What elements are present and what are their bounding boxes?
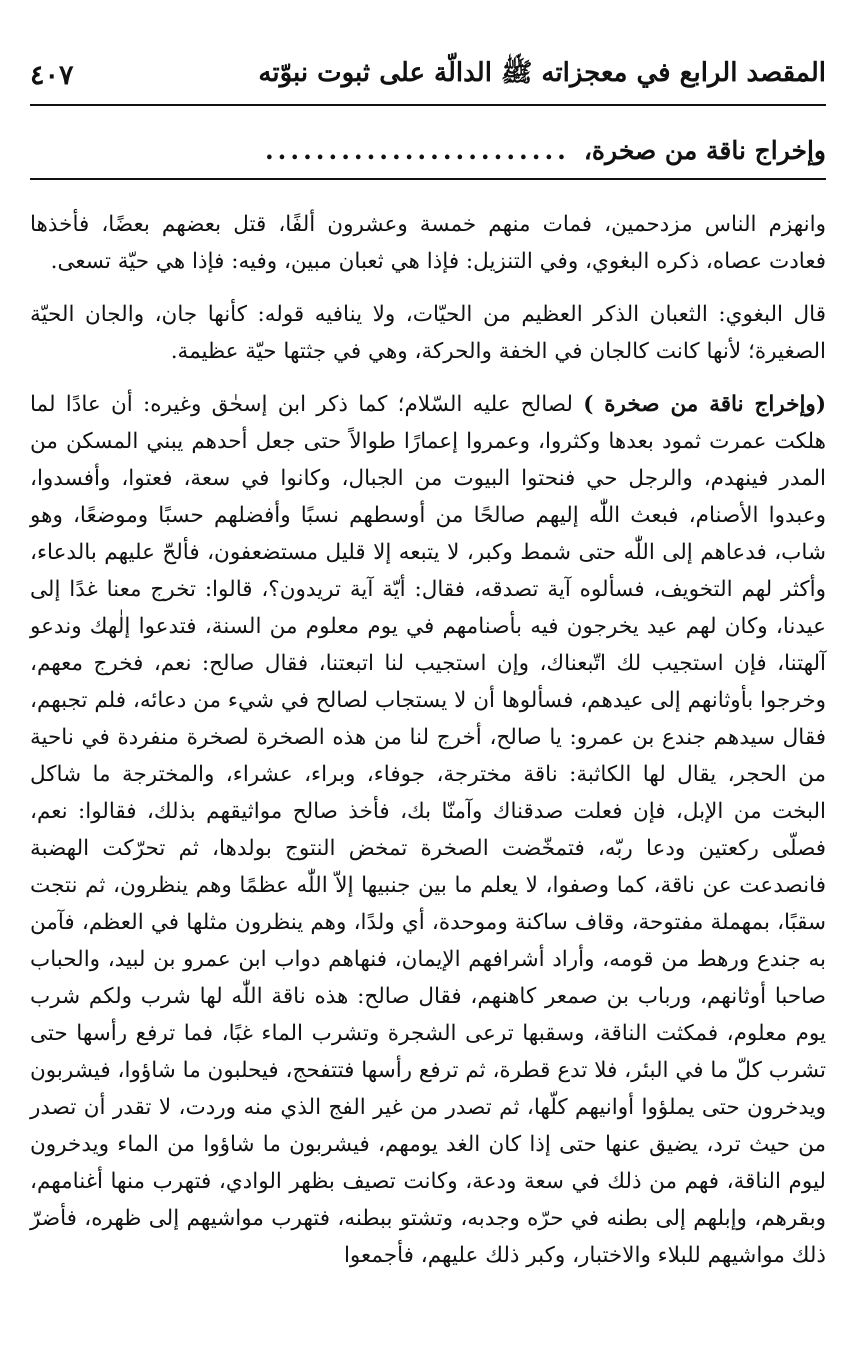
- section-subheading: [30, 128, 826, 172]
- paragraph-3-lead: (وإخراج ناقة من صخرة ): [583, 392, 826, 417]
- subheading-text: وإخراج ناقة من صخرة،: [583, 135, 826, 165]
- running-header: [30, 52, 826, 98]
- body-text: [30, 206, 826, 1274]
- paragraph-gap: [30, 370, 826, 386]
- page-number: ٤٠٧: [30, 59, 74, 91]
- paragraph-gap: [30, 280, 826, 296]
- subheading-rule: [30, 178, 826, 180]
- paragraph-3-text: لصالح عليه السّلام؛ كما ذكر ابن إسحٰق وغيره: أن عادًا لما هلكت عمرت ثمود بعدها وكثروا، وعمروا إعمارًا طوالاً حتى جعل أحدهم يبني المسكن من المدر فينهدم، والرجل حي فنحتوا البيوت من الجبال، وكانوا في سعة، فعتوا، وأفسدوا، وعبدوا الأصنام، فبعث اللّٰه إليهم صالحًا من أوسطهم نسبًا وأفضلهم حسبًا وموضعًا، وهو شاب، فدعاهم إلى اللّٰه حتى شمط وكبر، لا يتبعه إلا قليل مستضعفون، فألحّ عليهم بالدعاء، وأكثر لهم التخويف، فسألوه آية تصدقه، فقال: أيّة آية تريدون؟، قالوا: تخرج معنا غدًا إلى عيدنا، وكان لهم عيد يخرجون فيه بأصنامهم في يوم معلوم من السنة، فتدعوا إلٰهك وندعو آلهتنا، فإن استجيب لك اتّبعناك، وإن استجيب لنا اتبعتنا، فقال صالح: نعم، فخرج معهم، وخرجوا بأوثانهم إلى عيدهم، فسألوها أن لا يستجاب لصالح في شيء من دعائه، فلم تجبهم، فقال سيدهم جندع بن عمرو: يا صالح، أخرج لنا من هذه الصخرة لصخرة منفردة في ناحية من الحجر، يقال لها الكاثبة: ناقة مخترجة، جوفاء، وبراء، عشراء، والمخترجة ما شاكل البخت من الإبل، فإن فعلت صدقناك وآمنّا بك، فأخذ صالح مواثيقهم بذلك، فقالوا: نعم، فصلّى ركعتين ودعا ربّه، فتمخّضت الصخرة تمخض النتوج بولدها، ثم تحرّكت الهضبة فانصدعت عن ناقة، كما وصفوا، لا يعلم ما بين جنبيها إلاّ اللّٰه عظمًا وهم ينظرون، ثم نتجت سقبًا، بمهملة مفتوحة، وقاف ساكنة وموحدة، أي ولدًا، وهم ينظرون مثلها في العظم، فآمن به جندع ورهط من قومه، وأراد أشرافهم الإيمان، فنهاهم دواب ابن عمرو بن لبيد، والحباب صاحبا أوثانهم، ورباب بن صمعر كاهنهم، فقال صالح: هذه ناقة اللّٰه لها شرب ولكم شرب يوم معلوم، فمكثت الناقة، وسقبها ترعى الشجرة وتشرب الماء غبًا، فما ترفع رأسها حتى تشرب كلّ ما في البئر، فلا تدع قطرة، ثم ترفع رأسها فتتفحج، فيحلبون ما شاؤوا، فيشربون ويدخرون حتى يملؤوا أوانيهم كلّها، ثم تصدر من غير الفج الذي منه وردت، لا تقدر أن تصدر من حيث ترد، يضيق عنها حتى إذا كان الغد يومهم، فيشربون ما شاؤوا من الماء ويدخرون ليوم الناقة، فهم من ذلك في سعة ودعة، وكانت تصيف بظهر الوادي، فتهرب منها أغنامهم، وبقرهم، وإبلهم إلى بطنه في حرّه وجدبه، وتشتو ببطنه، فتهرب مواشيهم إلى ظهره، فأضرّ ذلك مواشيهم للبلاء والاختبار، وكبر ذلك عليهم، فأجمعوا: [30, 392, 826, 1268]
- paragraph-1: وانهزم الناس مزدحمين، فمات منهم خمسة وعشرون ألفًا، قتل بعضهم بعضًا، فأخذها فعادت عصاه، ذكره البغوي، وفي التنزيل: فإذا هي ثعبان مبين، وفيه: فإذا هي حيّة تسعى.: [30, 212, 826, 274]
- header-title: المقصد الرابع في معجزاته ﷺ الدالّة على ثبوت نبوّته: [258, 58, 826, 88]
- paragraph-3: [30, 386, 826, 1274]
- header-rule: [30, 104, 826, 106]
- paragraph-2: قال البغوي: الثعبان الذكر العظيم من الحيّات، ولا ينافيه قوله: كأنها جان، والجان الحيّة الصغيرة؛ لأنها كانت كالجان في الخفة والحركة، وهي في جثتها حيّة عظيمة.: [30, 302, 826, 364]
- subheading-dots: ........................: [264, 135, 570, 165]
